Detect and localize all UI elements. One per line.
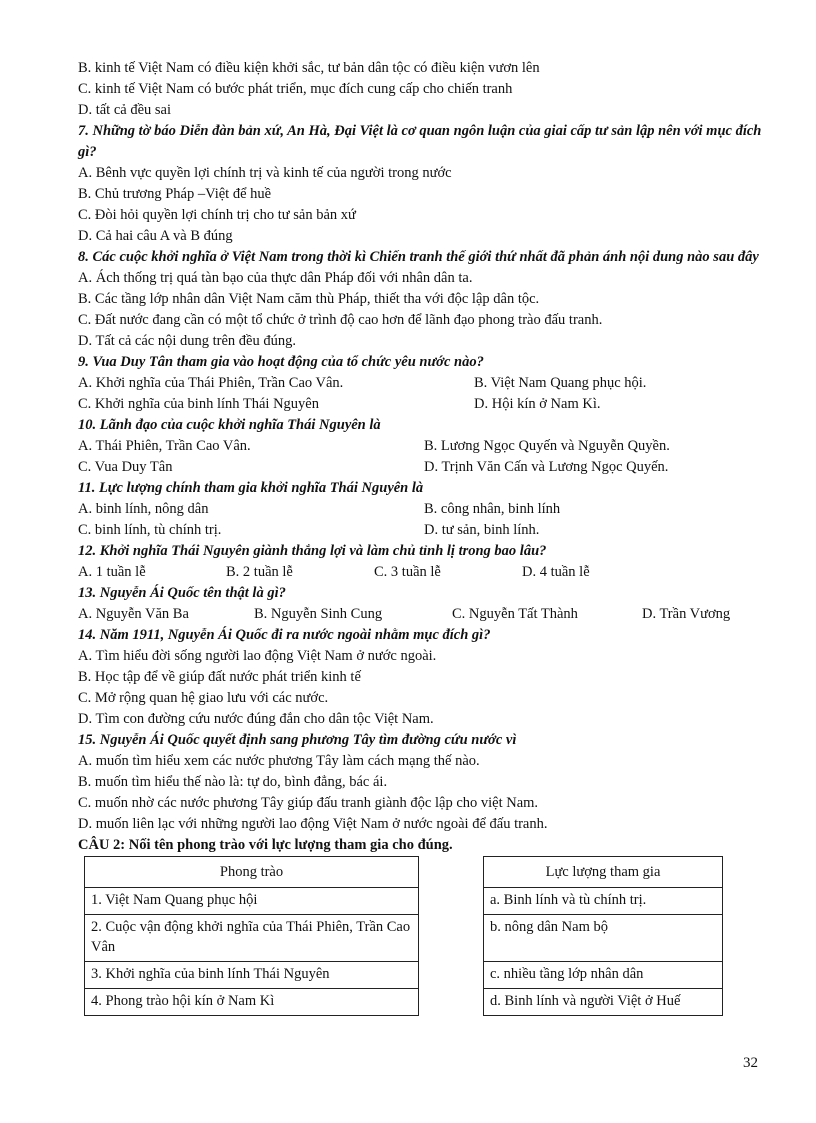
- option-line: A. Bênh vực quyền lợi chính trị và kinh tế của người trong nước: [78, 165, 452, 181]
- question-11: 11. Lực lượng chính tham gia khởi nghĩa Thái Nguyên là: [78, 480, 424, 496]
- question-13: 13. Nguyễn Ái Quốc tên thật là gì?: [78, 585, 286, 601]
- option: D. Trịnh Văn Cấn và Lương Ngọc Quyến.: [424, 459, 669, 475]
- option: D. Hội kín ở Nam Kì.: [474, 396, 601, 412]
- table-cell: 1. Việt Nam Quang phục hội: [85, 888, 419, 915]
- option-line: A. Ách thống trị quá tàn bạo của thực dân Pháp đối với nhân dân ta.: [78, 270, 473, 286]
- option-row: [78, 394, 768, 415]
- question-7: 7. Những tờ báo Diễn đàn bản xứ, An Hà, Đại Việt là cơ quan ngôn luận của giai cấp tư sản lập nên với mục đích gì?: [78, 123, 762, 160]
- option-line: B. Các tầng lớp nhân dân Việt Nam căm thù Pháp, thiết tha với độc lập dân tộc.: [78, 291, 540, 307]
- option: B. Lương Ngọc Quyến và Nguyễn Quyền.: [424, 438, 670, 454]
- option-line: C. Mở rộng quan hệ giao lưu với các nước.: [78, 690, 329, 706]
- option: C. Vua Duy Tân: [78, 459, 173, 475]
- option-line: C. Đất nước đang cần có một tổ chức ở trình độ cao hơn để lãnh đạo phong trào đấu tranh.: [78, 312, 603, 328]
- table-cell: b. nông dân Nam bộ: [484, 915, 723, 962]
- option-row: [78, 499, 768, 520]
- option: B. Nguyễn Sinh Cung: [254, 606, 383, 622]
- option: A. Thái Phiên, Trần Cao Vân.: [78, 438, 251, 454]
- option-row: [78, 604, 768, 625]
- table-cell: 4. Phong trào hội kín ở Nam Kì: [85, 989, 419, 1016]
- option: D. 4 tuần lễ: [522, 564, 590, 580]
- question-15: 15. Nguyễn Ái Quốc quyết định sang phương Tây tìm đường cứu nước vì: [78, 732, 517, 748]
- table-header: Phong trào: [85, 857, 419, 888]
- option-row: [78, 457, 768, 478]
- option: D. tư sản, binh lính.: [424, 522, 540, 538]
- option-line: B. Chủ trương Pháp –Việt để huề: [78, 186, 272, 202]
- option-row: [78, 520, 768, 541]
- table-cell: c. nhiều tầng lớp nhân dân: [484, 962, 723, 989]
- option-row: [78, 436, 768, 457]
- option-line: B. muốn tìm hiểu thế nào là: tự do, bình đẳng, bác ái.: [78, 774, 388, 790]
- option-line: D. muốn liên lạc với những người lao động Việt Nam ở nước ngoài để đấu tranh.: [78, 816, 548, 832]
- question-14: 14. Năm 1911, Nguyễn Ái Quốc đi ra nước ngoài nhằm mục đích gì?: [78, 627, 491, 643]
- option-line: D. tất cả đều sai: [78, 102, 172, 118]
- option: B. Việt Nam Quang phục hội.: [474, 375, 647, 391]
- table-cell: 3. Khởi nghĩa của binh lính Thái Nguyên: [85, 962, 419, 989]
- section-title: CÂU 2: Nối tên phong trào với lực lượng tham gia cho đúng.: [78, 837, 453, 853]
- option: C. 3 tuần lễ: [374, 564, 441, 580]
- document-page: [78, 58, 768, 1046]
- table-cell: d. Binh lính và người Việt ở Huế: [484, 989, 723, 1016]
- option: A. Nguyễn Văn Ba: [78, 606, 189, 622]
- option: A. 1 tuần lễ: [78, 564, 146, 580]
- table-cell: 2. Cuộc vận động khởi nghĩa của Thái Phiên, Trần Cao Vân: [85, 915, 419, 962]
- option: B. 2 tuần lễ: [226, 564, 293, 580]
- option-line: C. Đòi hỏi quyền lợi chính trị cho tư sản bản xứ: [78, 207, 356, 223]
- force-table: [483, 856, 723, 1016]
- question-12: 12. Khởi nghĩa Thái Nguyên giành thắng lợi và làm chủ tỉnh lị trong bao lâu?: [78, 543, 547, 559]
- option-line: C. muốn nhờ các nước phương Tây giúp đấu tranh giành độc lập cho việt Nam.: [78, 795, 539, 811]
- question-8: 8. Các cuộc khởi nghĩa ở Việt Nam trong thời kì Chiến tranh thế giới thứ nhất đã phản ánh nội dung nào sau đây: [78, 249, 759, 265]
- table-cell: a. Binh lính và tù chính trị.: [484, 888, 723, 915]
- option-line: D. Tất cả các nội dung trên đều đúng.: [78, 333, 296, 349]
- option: A. binh lính, nông dân: [78, 501, 209, 517]
- option-line: A. muốn tìm hiểu xem các nước phương Tây làm cách mạng thế nào.: [78, 753, 480, 769]
- option: D. Trần Vương: [642, 606, 731, 622]
- option-row: [78, 373, 768, 394]
- option-line: B. kinh tế Việt Nam có điều kiện khởi sắc, tư bản dân tộc có điều kiện vươn lên: [78, 60, 540, 76]
- option-row: [78, 562, 768, 583]
- option: C. Khởi nghĩa của binh lính Thái Nguyên: [78, 396, 319, 412]
- option: C. Nguyễn Tất Thành: [452, 606, 578, 622]
- option: A. Khởi nghĩa của Thái Phiên, Trần Cao Vân.: [78, 375, 344, 391]
- option-line: B. Học tập để về giúp đất nước phát triển kinh tế: [78, 669, 361, 685]
- option-line: C. kinh tế Việt Nam có bước phát triển, mục đích cung cấp cho chiến tranh: [78, 81, 513, 97]
- question-10: 10. Lãnh đạo của cuộc khởi nghĩa Thái Nguyên là: [78, 417, 381, 433]
- option: B. công nhân, binh lính: [424, 501, 561, 517]
- option: C. binh lính, tù chính trị.: [78, 522, 222, 538]
- table-header: Lực lượng tham gia: [484, 857, 723, 888]
- matching-tables: [78, 856, 768, 1046]
- option-line: A. Tìm hiểu đời sống người lao động Việt Nam ở nước ngoài.: [78, 648, 437, 664]
- movement-table: [84, 856, 419, 1016]
- option-line: D. Tìm con đường cứu nước đúng đắn cho dân tộc Việt Nam.: [78, 711, 434, 727]
- option-line: D. Cả hai câu A và B đúng: [78, 228, 233, 244]
- page-number: 32: [743, 1055, 758, 1071]
- question-9: 9. Vua Duy Tân tham gia vào hoạt động của tổ chức yêu nước nào?: [78, 354, 484, 370]
